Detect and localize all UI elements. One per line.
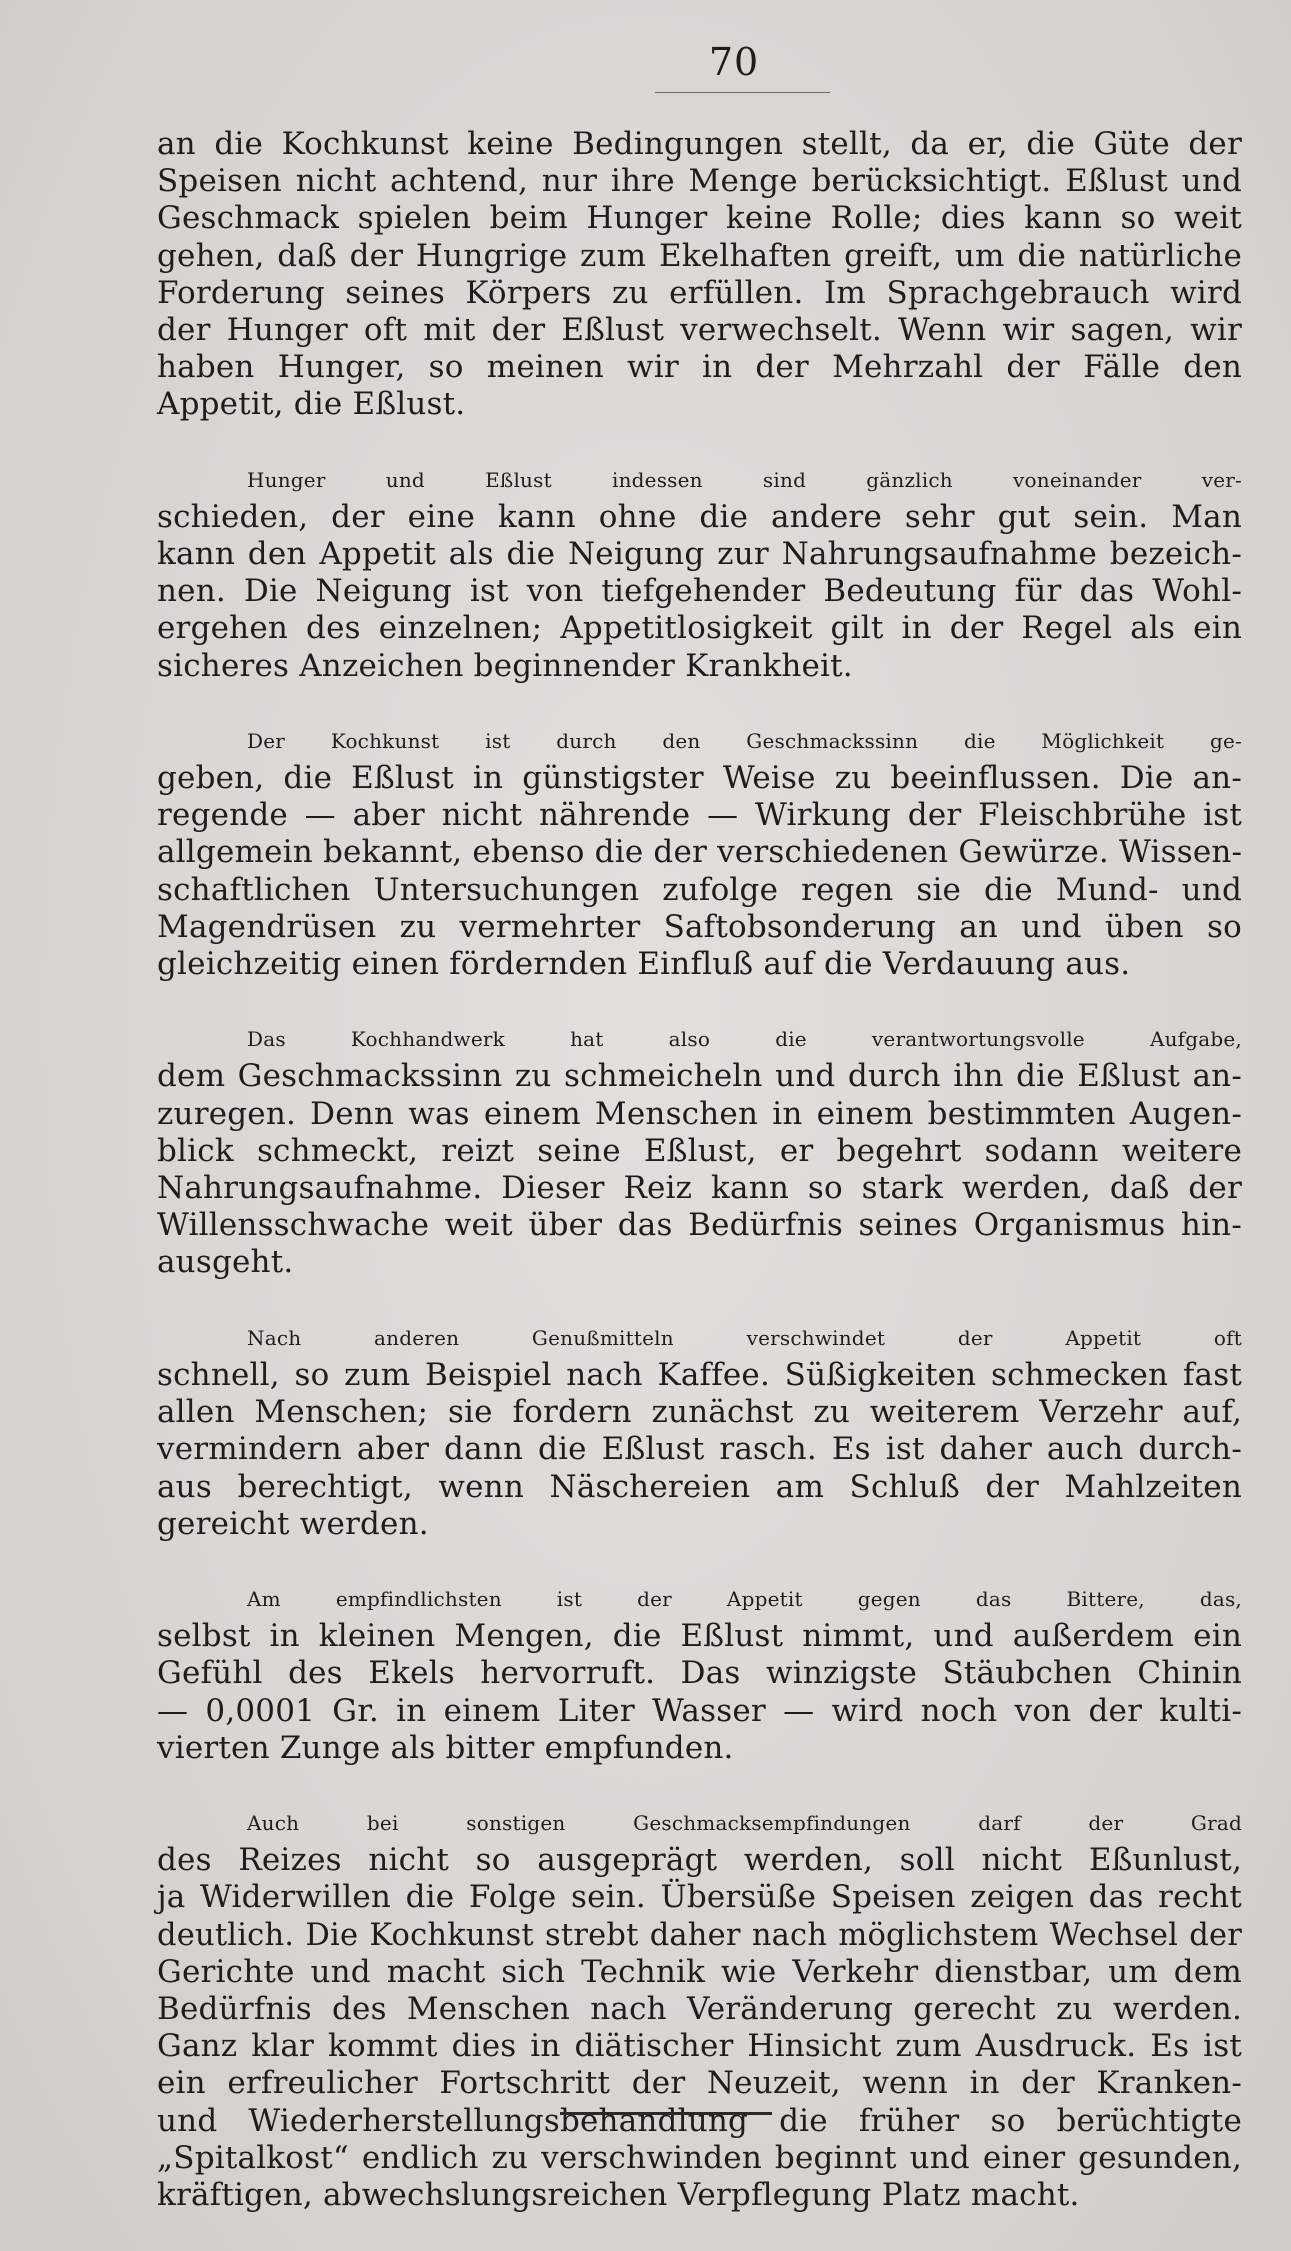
text-line: dem Geschmackssinn zu schmeicheln und durch ihn die Eßlust an- [157,1058,1242,1095]
text-line: ein erfreulicher Fortschritt der Neuzeit, wenn in der Kranken- [157,2065,1242,2102]
text-line: Am empfindlichsten ist der Appetit gegen das Bittere, das, [247,1586,1242,1611]
text-line: Gefühl des Ekels hervorruft. Das winzigste Stäubchen Chinin [157,1655,1242,1692]
text-line: gehen, daß der Hungrige zum Ekelhaften greift, um die natürliche [157,237,1242,274]
text-line: regende — aber nicht nährende — Wirkung der Fleischbrühe ist [157,797,1242,834]
header-rule [655,92,830,93]
text-line: Magendrüsen zu vermehrter Saftobsonderung an und üben so [157,908,1242,945]
text-line: Forderung seines Körpers zu erfüllen. Im Sprachgebrauch wird [157,274,1242,311]
text-line: schaftlichen Untersuchungen zufolge regen sie die Mund- und [157,871,1242,908]
text-line: selbst in kleinen Mengen, die Eßlust nimmt, und außerdem ein [157,1618,1242,1655]
paragraph [157,723,1242,983]
text-line: ja Widerwillen die Folge sein. Übersüße Speisen zeigen das recht [157,1879,1242,1916]
text-line: gleichzeitig einen fördernden Einfluß auf die Verdauung aus. [157,946,1131,983]
text-line: des Reizes nicht so ausgeprägt werden, soll nicht Eßunlust, [157,1842,1242,1879]
text-line: sicheres Anzeichen beginnender Krankheit. [157,647,853,684]
paragraph [157,126,1242,424]
text-line: Geschmack spielen beim Hunger keine Rolle; dies kann so weit [157,200,1242,237]
paragraph [157,1581,1242,1767]
text-line: Nahrungsaufnahme. Dieser Reiz kann so stark werden, daß der [157,1170,1242,1207]
text-line: schieden, der eine kann ohne die andere sehr gut sein. Man [157,498,1242,535]
text-line: schnell, so zum Beispiel nach Kaffee. Süßigkeiten schmecken fast [157,1356,1242,1393]
end-rule [560,2112,772,2115]
paragraph [157,1021,1242,1281]
text-line: kräftigen, abwechslungsreichen Verpflegung Platz macht. [157,2176,1080,2213]
text-line: geben, die Eßlust in günstigster Weise zu beeinflussen. Die an- [157,760,1242,797]
text-line: und Wiederherstellungsbehandlung die früher so berüchtigte [157,2102,1242,2139]
text-line: allgemein bekannt, ebenso die der verschiedenen Gewürze. Wissen- [157,834,1243,871]
paragraph [157,1805,1242,2214]
text-line: Gerichte und macht sich Technik wie Verkehr dienstbar, um dem [157,1953,1242,1990]
paragraph [157,462,1242,685]
page-body [157,126,1242,2214]
text-line: vierten Zunge als bitter empfunden. [157,1729,734,1766]
paragraph [157,1320,1242,1543]
text-line: „Spitalkost“ endlich zu verschwinden beginnt und einer gesunden, [157,2139,1242,2176]
text-line: Das Kochhandwerk hat also die verantwortungsvolle Aufgabe, [247,1027,1242,1052]
text-line: allen Menschen; sie fordern zunächst zu weiterem Verzehr auf, [157,1394,1242,1431]
text-line: Speisen nicht achtend, nur ihre Menge berücksichtigt. Eßlust und [157,163,1242,200]
text-line: — 0,0001 Gr. in einem Liter Wasser — wird noch von der kulti- [157,1692,1242,1729]
text-line: gereicht werden. [157,1505,429,1542]
text-line: der Hunger oft mit der Eßlust verwechselt. Wenn wir sagen, wir [157,312,1242,349]
text-line: Ganz klar kommt dies in diätischer Hinsicht zum Ausdruck. Es ist [157,2028,1242,2065]
text-line: Bedürfnis des Menschen nach Veränderung gerecht zu werden. [157,1990,1242,2027]
text-line: Appetit, die Eßlust. [157,386,466,423]
text-line: kann den Appetit als die Neigung zur Nahrungsaufnahme bezeich- [157,536,1242,573]
text-line: Der Kochkunst ist durch den Geschmackssinn die Möglichkeit ge- [247,728,1242,753]
text-line: vermindern aber dann die Eßlust rasch. Es ist daher auch durch- [157,1431,1242,1468]
text-line: blick schmeckt, reizt seine Eßlust, er begehrt sodann weitere [157,1132,1242,1169]
text-line: deutlich. Die Kochkunst strebt daher nach möglichstem Wechsel der [157,1917,1242,1953]
text-line: nen. Die Neigung ist von tiefgehender Bedeutung für das Wohl- [157,573,1242,610]
text-line: zuregen. Denn was einem Menschen in einem bestimmten Augen- [157,1095,1242,1132]
page-number: 70 [708,40,760,84]
text-line: ergehen des einzelnen; Appetitlosigkeit gilt in der Regel als ein [157,610,1242,647]
text-line: haben Hunger, so meinen wir in der Mehrzahl der Fälle den [157,349,1242,386]
text-line: ausgeht. [157,1244,294,1281]
text-line: Nach anderen Genußmitteln verschwindet der Appetit oft [247,1325,1242,1350]
text-line: Auch bei sonstigen Geschmacksempfindungen darf der Grad [247,1810,1242,1835]
text-line: an die Kochkunst keine Bedingungen stellt, da er, die Güte der [157,126,1242,162]
text-line: Hunger und Eßlust indessen sind gänzlich voneinander ver- [247,467,1242,492]
text-line: aus berechtigt, wenn Näschereien am Schluß der Mahlzeiten [157,1468,1242,1505]
text-line: Willensschwache weit über das Bedürfnis seines Organismus hin- [157,1207,1242,1244]
